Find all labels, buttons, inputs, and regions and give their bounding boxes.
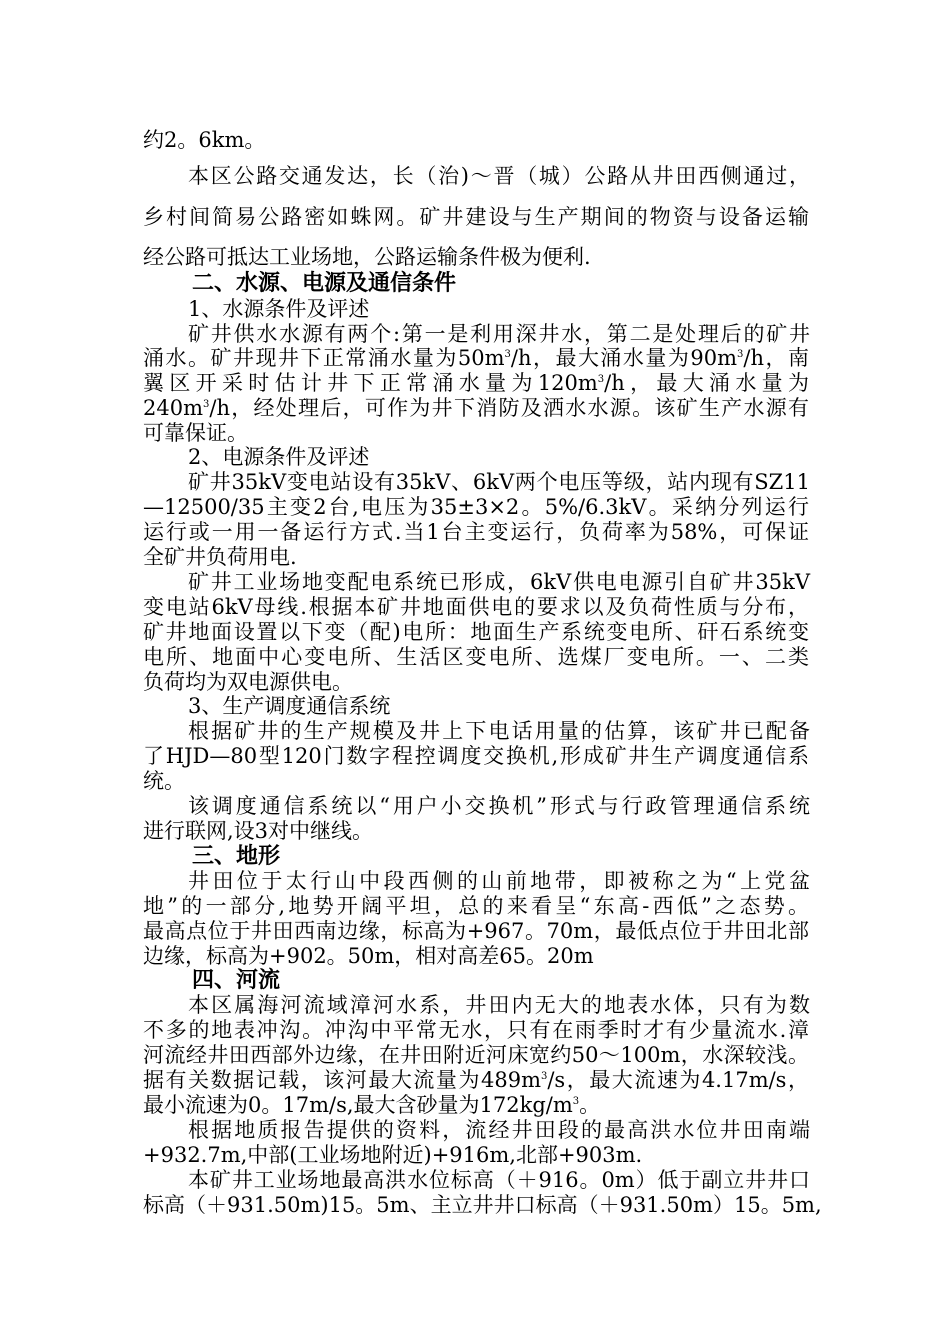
paragraph-line: 河流经井田西部外边缘，在井田附近河床宽约50～100m，水深较浅。 — [143, 1043, 809, 1067]
paragraph-line: 经公路可抵达工业场地，公路运输条件极为便利. — [143, 245, 591, 269]
paragraph-line: 矿井供水水源有两个:第一是利用深井水，第二是处理后的矿井 — [188, 322, 810, 346]
paragraph-line: 本区公路交通发达，长（治)～晋（城）公路从井田西侧通过， — [188, 164, 810, 188]
paragraph-line: 据有关数据记载，该河最大流量为$489m^3/s$，最大流速为4.17m/s， — [143, 1068, 809, 1092]
paragraph-line: 本矿井工业场地最高洪水位标高（＋916。0m）低于副立井井口 — [188, 1168, 810, 1192]
paragraph-line: 变电站6kV母线.根据本矿井地面供电的要求以及负荷性质与分布， — [143, 595, 809, 619]
section-heading: 三、地形 — [192, 843, 281, 869]
paragraph-line: 根据地质报告提供的资料，流经井田段的最高洪水位井田南端 — [188, 1118, 810, 1142]
paragraph-line: 运行或一用一备运行方式.当1台主变运行，负荷率为58%，可保证 — [143, 520, 809, 544]
paragraph-line: 可靠保证。 — [143, 421, 248, 445]
subsection-heading: 3、生产调度通信系统 — [188, 694, 391, 718]
paragraph-line: 了HJD—80型120门数字程控调度交换机,形成矿井生产调度通信系 — [143, 744, 809, 768]
paragraph-line: 不多的地表冲沟。冲沟中平常无水，只有在雨季时才有少量流水.漳 — [143, 1018, 809, 1042]
section-heading: 二、水源、电源及通信条件 — [192, 270, 457, 296]
paragraph-line: 本区属海河流域漳河水系，井田内无大的地表水体，只有为数 — [188, 993, 810, 1017]
paragraph-line: 涌水。矿井现井下正常涌水量为$50m^3/h$，最大涌水量为$90m^3/h$，南 — [143, 346, 809, 370]
paragraph-line: 井田位于太行山中段西侧的山前地带，即被称之为“上党盆 — [188, 869, 810, 893]
paragraph-line: 约2。6km。 — [143, 128, 266, 152]
paragraph-line: 进行联网,设3对中继线。 — [143, 819, 374, 843]
paragraph-line: 该调度通信系统以“用户小交换机”形式与行政管理通信系统 — [188, 794, 810, 818]
paragraph-line: —12500/35主变2台,电压为35±3×2。5%/6.3kV。采纳分列运行 — [143, 495, 809, 519]
paragraph-line: 翼区开采时估计井下正常涌水量为$120m^3/h$，最大涌水量为 — [143, 371, 809, 395]
paragraph-line: 矿井工业场地变配电系统已形成，6kV供电电源引自矿井35kV — [188, 570, 810, 594]
paragraph-line: 统。 — [143, 769, 185, 793]
paragraph-line: 负荷均为双电源供电。 — [143, 670, 353, 694]
paragraph-line: 乡村间简易公路密如蛛网。矿井建设与生产期间的物资与设备运输 — [143, 205, 809, 229]
paragraph-line: 电所、地面中心变电所、生活区变电所、选煤厂变电所。一、二类 — [143, 645, 809, 669]
paragraph-line: 根据矿井的生产规模及井上下电话用量的估算，该矿井已配备 — [188, 719, 810, 743]
subsection-heading: 1、水源条件及评述 — [188, 297, 370, 321]
paragraph-line: 矿井地面设置以下变（配)电所：地面生产系统变电所、矸石系统变 — [143, 620, 809, 644]
subsection-heading: 2、电源条件及评述 — [188, 445, 370, 469]
paragraph-line: 全矿井负荷用电. — [143, 545, 297, 569]
section-heading: 四、河流 — [192, 967, 281, 993]
paragraph-line: 最高点位于井田西南边缘，标高为+967。70m，最低点位于井田北部 — [143, 919, 809, 943]
paragraph-line: 矿井35kV变电站设有35kV、6kV两个电压等级，站内现有SZ11 — [188, 470, 810, 494]
paragraph-line: 标高（＋931.50m)15。5m、主立井井口标高（＋931.50m）15。5m, — [143, 1193, 822, 1217]
paragraph-line: 边缘，标高为+902。50m，相对高差65。20m — [143, 944, 594, 968]
paragraph-line: +932.7m,中部(工业场地附近)+916m,北部+903m. — [143, 1143, 643, 1167]
paragraph-line: 地”的一部分,地势开阔平坦，总的来看呈“东高-西低”之态势。 — [143, 894, 809, 918]
paragraph-line: 最小流速为0。17m/s,最大含砂量为$172kg/m^3$。 — [143, 1093, 601, 1117]
paragraph-line: $240m^3/h$，经处理后，可作为井下消防及洒水水源。该矿生产水源有 — [143, 396, 809, 420]
